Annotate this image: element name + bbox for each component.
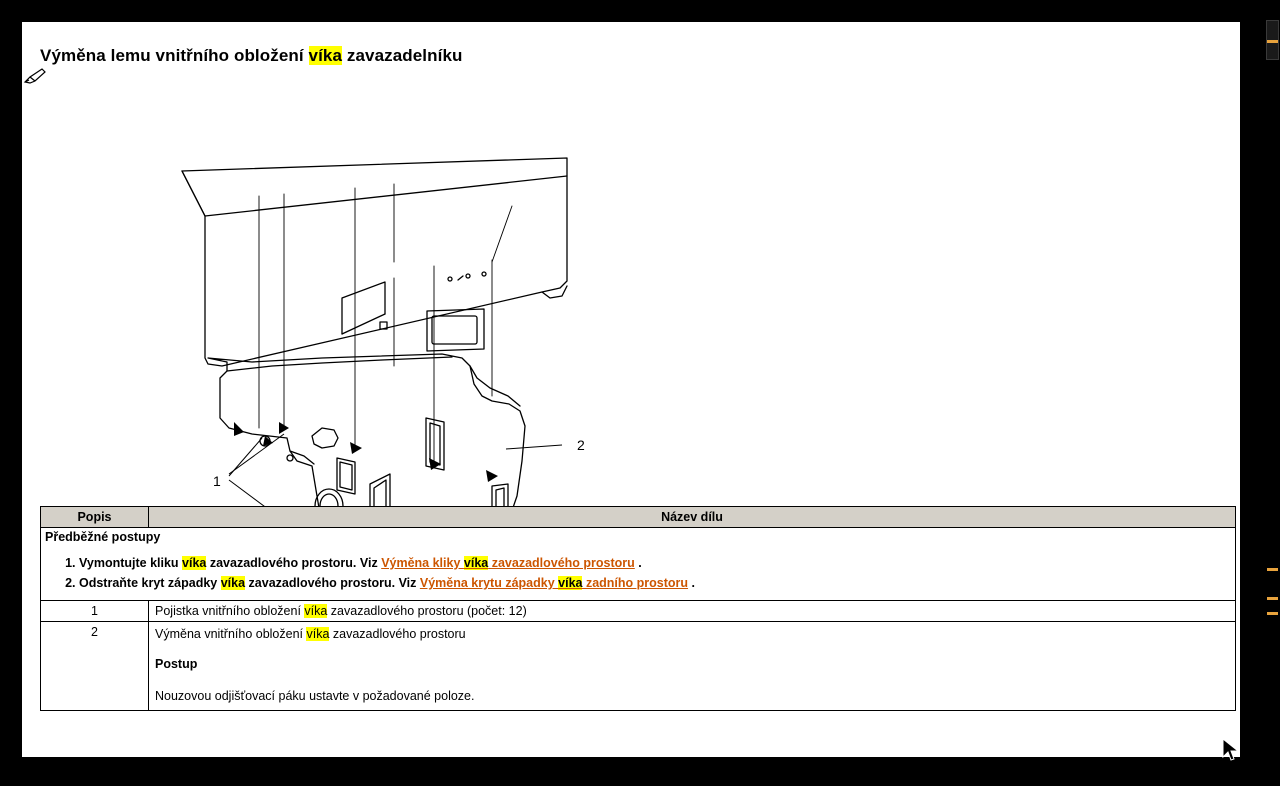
row-number-2: 2 [41, 622, 149, 711]
highlight-term: víka [558, 576, 583, 591]
header-part-name: Název dílu [149, 507, 1236, 528]
cross-reference-link[interactable]: Výměna krytu západky [419, 576, 559, 591]
row-number-1: 1 [41, 601, 149, 622]
table-row [41, 622, 1236, 711]
row2-postup-label: Postup [155, 657, 198, 672]
scroll-match-mark[interactable] [1267, 597, 1278, 600]
scrollbar-rail[interactable] [1258, 0, 1280, 786]
highlight-term: víka [220, 576, 246, 591]
row-text-2 [149, 622, 1236, 711]
row2-line-1: Výměna vnitřního obložení víka zavazadlového prostoru [155, 627, 466, 642]
cross-reference-link[interactable]: zavazadlového prostoru [488, 556, 635, 570]
pencil-icon[interactable] [22, 66, 48, 86]
highlight-term: víka [306, 627, 330, 642]
page-title [22, 22, 1240, 66]
parts-table [40, 506, 1236, 711]
table-row-prelim [41, 528, 1236, 601]
highlight-term: víka [463, 556, 489, 570]
prelim-step-list [45, 554, 1231, 592]
prelim-step: 1. Vymontujte kliku víka zavazadlového prostoru. Viz Výměna kliky víka zavazadlového prostoru . [79, 554, 1231, 572]
scroll-match-mark[interactable] [1267, 40, 1278, 43]
prelim-cell [41, 528, 1236, 601]
title-text-1: Výměna lemu vnitřního obložení [40, 46, 309, 65]
table-row [41, 601, 1236, 622]
row-text-1: Pojistka vnitřního obložení víka zavazadlového prostoru (počet: 12) [149, 601, 1236, 622]
callout-2: 2 [577, 437, 585, 453]
cross-reference-link[interactable]: Výměna kliky [381, 556, 464, 570]
document-page [22, 22, 1240, 757]
title-text-2: zavazadelníku [342, 46, 463, 65]
trunk-lid-inner-trim-diagram [22, 66, 1218, 506]
prelim-heading: Předběžné postupy [45, 530, 161, 544]
row2-line-3: Nouzovou odjišťovací páku ustavte v požadované poloze. [155, 689, 475, 704]
highlight-term: víka [182, 556, 207, 570]
scroll-match-mark[interactable] [1267, 568, 1278, 571]
figure-arrowheads [234, 422, 498, 506]
highlight-term: víka [304, 604, 328, 619]
callout-1-left: 1 [213, 473, 221, 489]
table-header-row [41, 507, 1236, 528]
cross-reference-link[interactable] [464, 556, 488, 570]
title-highlight: víka [308, 46, 343, 65]
cross-reference-link[interactable] [558, 576, 582, 590]
prelim-step: 2. Odstraňte kryt západky víka zavazadlového prostoru. Viz Výměna krytu západky víka zadního prostoru . [79, 574, 1231, 592]
scroll-match-mark[interactable] [1267, 612, 1278, 615]
figure-container [22, 66, 1240, 506]
cross-reference-link[interactable]: zadního prostoru [582, 576, 689, 591]
header-description: Popis [41, 507, 149, 528]
